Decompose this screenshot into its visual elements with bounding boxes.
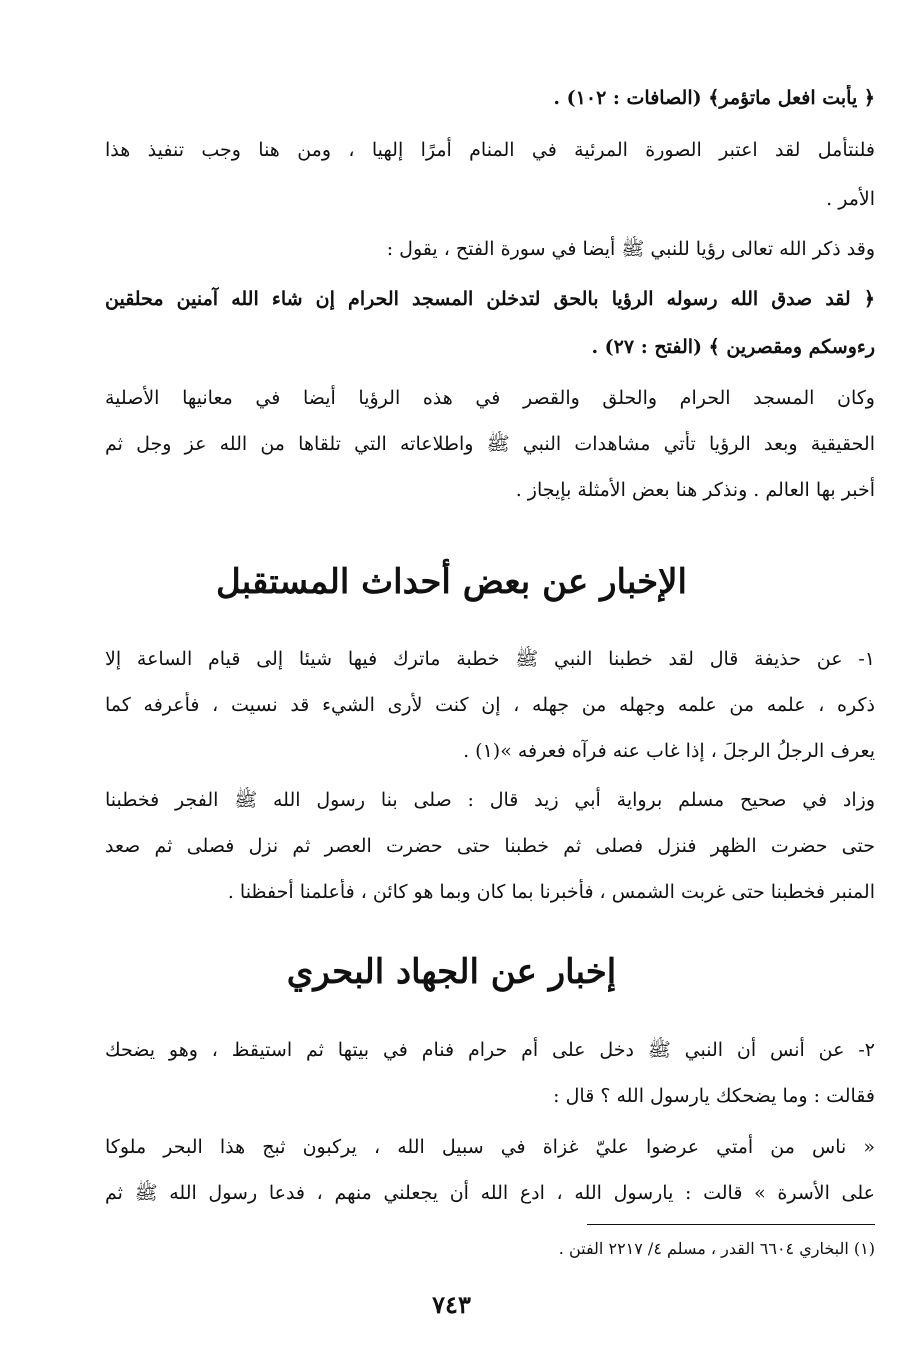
footnote-separator	[587, 1224, 875, 1225]
body-text-line: فقالت : وما يضحكك يارسول الله ؟ قال :	[553, 1085, 875, 1107]
body-text-line: الأمر .	[826, 188, 875, 210]
body-text-line: فلنتأمل لقد اعتبر الصورة المرئية في المنام أمرًا إلهيا ، ومن هنا وجب تنفيذ هذا	[105, 139, 875, 161]
body-text-line: وقد ذكر الله تعالى رؤيا للنبي ﷺ أيضا في سورة الفتح ، يقول :	[386, 238, 875, 260]
body-text-line: أخبر بها العالم . ونذكر هنا بعض الأمثلة بإيجاز .	[515, 479, 875, 501]
body-text-line: ذكره ، علمه من علمه وجهله من جهله ، إن كنت لأرى الشيء قد نسيت ، فأعرفه كما	[105, 694, 875, 716]
body-text-line: ١- عن حذيفة قال لقد خطبنا النبي ﷺ خطبة ماترك فيها شيئا إلى قيام الساعة إلا	[105, 648, 875, 670]
section-heading: الإخبار عن بعض أحداث المستقبل	[216, 562, 687, 602]
quran-verse-line: ﴿ لقد صدق الله رسوله الرؤيا بالحق لتدخلن المسجد الحرام إن شاء الله آمنين محلقين	[105, 288, 875, 310]
body-text-line: حتى حضرت الظهر فنزل فصلى ثم خطبنا حتى حضرت العصر ثم نزل فصلى ثم صعد	[105, 835, 875, 857]
body-text-line: يعرف الرجلُ الرجلَ ، إذا غاب عنه فرآه فعرفه »(١) .	[463, 740, 875, 762]
page-number: ٧٤٣	[432, 1290, 471, 1319]
body-text-line: وكان المسجد الحرام والحلق والقصر في هذه الرؤيا أيضا في معانيها الأصلية	[105, 387, 875, 409]
body-text-line: الحقيقية وبعد الرؤيا تأتي مشاهدات النبي ﷺ واطلاعاته التي تلقاها من الله عز وجل ثم	[105, 433, 875, 455]
quran-verse-line: ﴿ يأبت افعل ماتؤمر﴾ (الصافات : ١٠٢) .	[553, 87, 875, 109]
body-text-line: المنبر فخطبنا حتى غربت الشمس ، فأخبرنا بما كان وبما هو كائن ، فأعلمنا أحفظنا .	[227, 881, 875, 903]
body-text-line: وزاد في صحيح مسلم برواية أبي زيد قال : صلى بنا رسول الله ﷺ الفجر فخطبنا	[105, 789, 875, 811]
section-heading: إخبار عن الجهاد البحري	[286, 952, 617, 992]
quran-verse-line: رءوسكم ومقصرين ﴾ (الفتح : ٢٧) .	[591, 336, 875, 358]
body-text-line: على الأسرة » قالت : يارسول الله ، ادع الله أن يجعلني منهم ، فدعا رسول الله ﷺ ثم	[105, 1182, 875, 1204]
body-text-line: ٢- عن أنس أن النبي ﷺ دخل على أم حرام فنام في بيتها ثم استيقظ ، وهو يضحك	[105, 1039, 875, 1061]
body-text-line: « ناس من أمتي عرضوا عليّ غزاة في سبيل الله ، يركبون ثبج هذا البحر ملوكا	[105, 1136, 875, 1158]
footnote: (١) البخاري ٦٦٠٤ القدر ، مسلم ٤/ ٢٢١٧ الفتن .	[558, 1239, 875, 1258]
